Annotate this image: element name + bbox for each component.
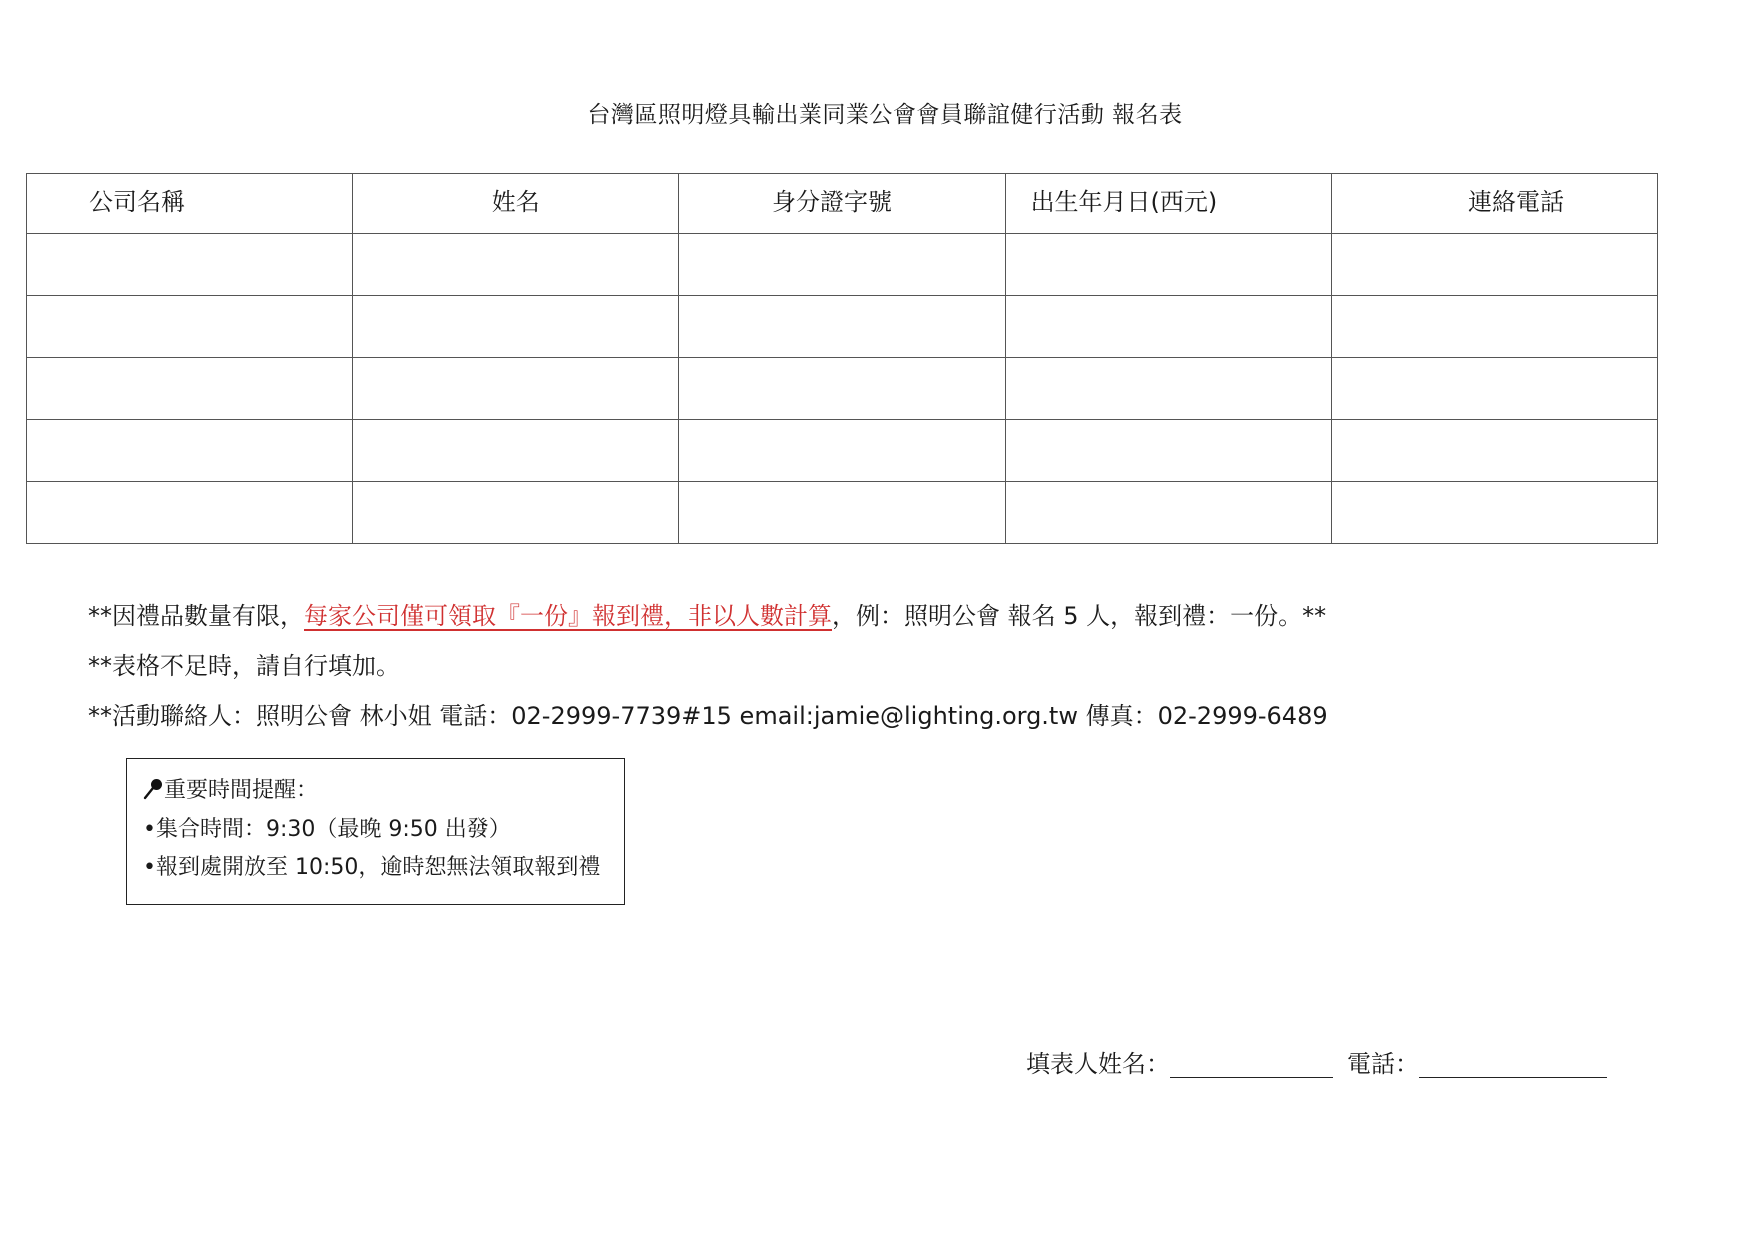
- registration-table: [26, 173, 1658, 544]
- cell-id[interactable]: [679, 482, 1005, 544]
- header-birth-date: 出生年月日(西元): [1005, 174, 1331, 234]
- filler-name-field[interactable]: [1170, 1051, 1333, 1078]
- cell-name[interactable]: [353, 482, 679, 544]
- cell-company[interactable]: [27, 420, 353, 482]
- reminder-item-checkin-close: •報到處開放至 10:50，逾時恕無法領取報到禮: [143, 855, 601, 880]
- header-id-number: 身分證字號: [679, 174, 1005, 234]
- filler-name-label: 填表人姓名：: [1026, 1050, 1170, 1078]
- cell-name[interactable]: [353, 234, 679, 296]
- cell-id[interactable]: [679, 234, 1005, 296]
- cell-company[interactable]: [27, 234, 353, 296]
- header-contact-phone: 連絡電話: [1331, 174, 1657, 234]
- cell-id[interactable]: [679, 296, 1005, 358]
- form-filler-footer: [1026, 1044, 1607, 1079]
- cell-phone[interactable]: [1331, 358, 1657, 420]
- gift-note-prefix: **因禮品數量有限，: [88, 602, 304, 630]
- page-title: 台灣區照明燈具輸出業同業公會會員聯誼健行活動 報名表: [587, 102, 1183, 128]
- filler-phone-field[interactable]: [1419, 1051, 1607, 1078]
- cell-phone[interactable]: [1331, 234, 1657, 296]
- table-row: [27, 420, 1658, 482]
- gift-limit-note: [88, 596, 1326, 631]
- time-reminder-box: [126, 758, 625, 905]
- table-row: [27, 482, 1658, 544]
- cell-birth[interactable]: [1005, 420, 1331, 482]
- filler-phone-label: 電話：: [1347, 1050, 1419, 1078]
- header-name: 姓名: [353, 174, 679, 234]
- cell-id[interactable]: [679, 420, 1005, 482]
- cell-birth[interactable]: [1005, 358, 1331, 420]
- table-row: [27, 296, 1658, 358]
- gift-note-highlight: 每家公司僅可領取『一份』報到禮，非以人數計算: [304, 602, 832, 630]
- cell-name[interactable]: [353, 358, 679, 420]
- table-row: [27, 358, 1658, 420]
- cell-birth[interactable]: [1005, 296, 1331, 358]
- cell-company[interactable]: [27, 296, 353, 358]
- cell-phone[interactable]: [1331, 420, 1657, 482]
- cell-name[interactable]: [353, 296, 679, 358]
- cell-id[interactable]: [679, 358, 1005, 420]
- cell-company[interactable]: [27, 358, 353, 420]
- cell-company[interactable]: [27, 482, 353, 544]
- cell-name[interactable]: [353, 420, 679, 482]
- table-row: [27, 234, 1658, 296]
- gift-note-suffix: ，例：照明公會 報名 5 人，報到禮：一份。**: [832, 602, 1327, 630]
- pin-icon: [143, 778, 163, 800]
- form-shortage-note: **表格不足時，請自行填加。: [88, 652, 400, 680]
- reminder-item-assembly-time: •集合時間：9:30（最晚 9:50 出發）: [143, 817, 511, 842]
- table-header-row: [27, 174, 1658, 234]
- cell-birth[interactable]: [1005, 234, 1331, 296]
- header-company-name: 公司名稱: [27, 174, 353, 234]
- cell-birth[interactable]: [1005, 482, 1331, 544]
- cell-phone[interactable]: [1331, 296, 1657, 358]
- cell-phone[interactable]: [1331, 482, 1657, 544]
- contact-info-note: **活動聯絡人：照明公會 林小姐 電話：02-2999-7739#15 email:jamie@lighting.org.tw 傳真：02-2999-6489: [88, 702, 1328, 730]
- reminder-heading: 重要時間提醒：: [164, 778, 319, 803]
- reminder-heading-line: [143, 773, 318, 804]
